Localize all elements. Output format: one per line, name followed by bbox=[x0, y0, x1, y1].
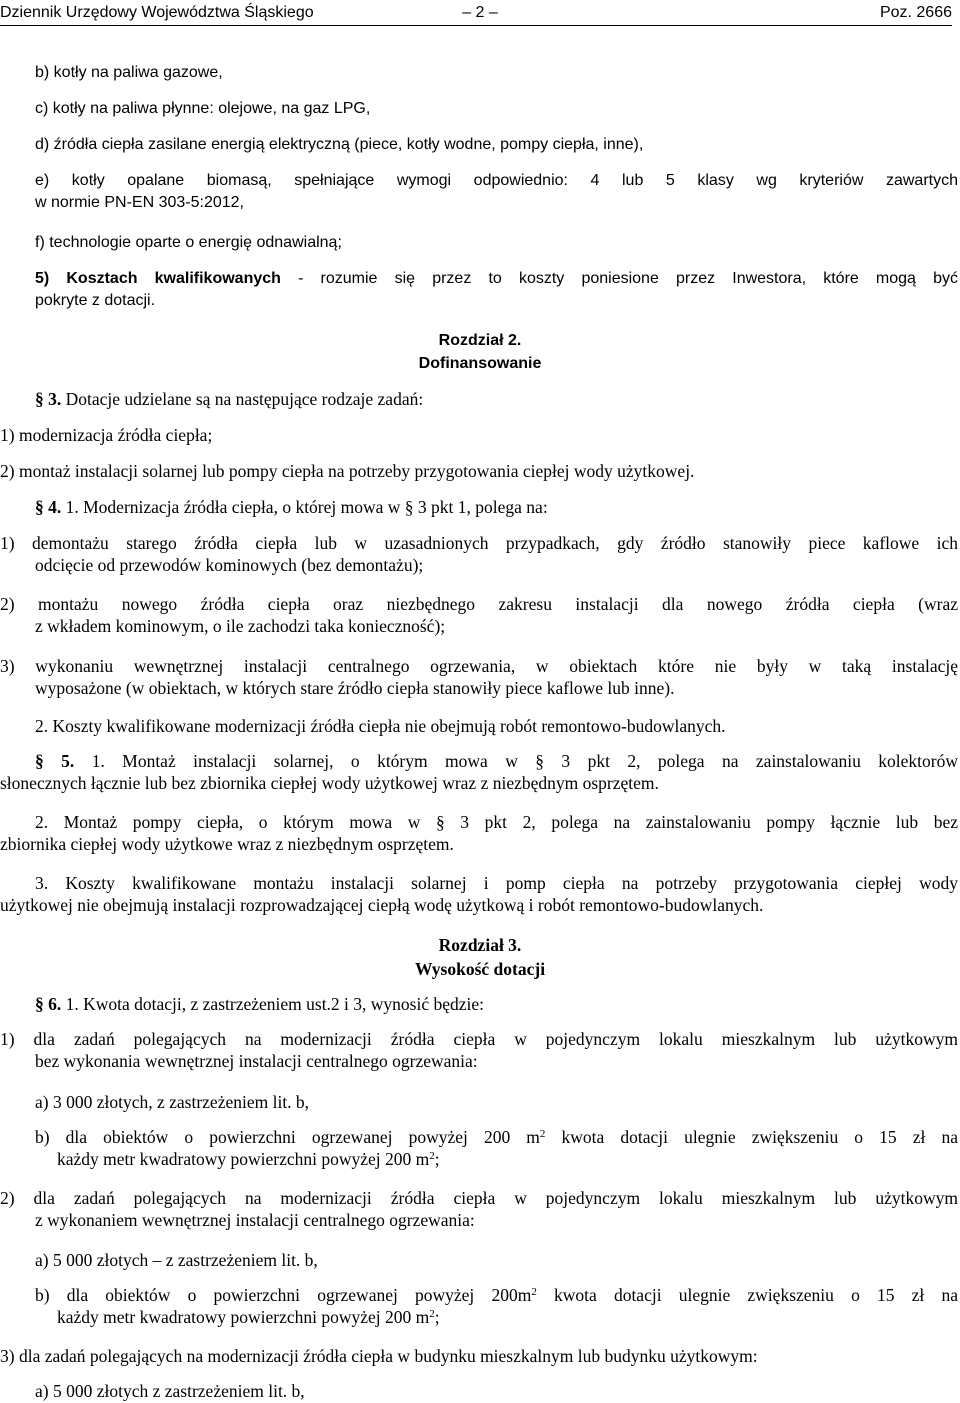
punctuation: ; bbox=[434, 1307, 440, 1327]
punctuation: ; bbox=[434, 1149, 440, 1169]
paragraph-5-section-2 bbox=[0, 811, 958, 855]
position-number: Poz. 2666 bbox=[879, 4, 952, 21]
paragraph-5-section-3-line2: użytkowej nie obejmują instalacji rozprowadzającej ciepłą wodę użytkową i robót remontowo-budowlanych. bbox=[0, 895, 764, 915]
paragraph-5-section-1-text: 1. Montaż instalacji solarnej, o którym mowa w § 3 pkt 2, polega na zainstalowaniu kolektorów bbox=[74, 751, 959, 771]
list-item-b: b) kotły na paliwa gazowe, bbox=[35, 64, 223, 81]
definition-5 bbox=[35, 268, 958, 312]
paragraph-5-section-1-line1 bbox=[0, 750, 958, 772]
list-item-e-line1: e) kotły opalane biomasą, spełniające wymogi odpowiednio: 4 lub 5 klasy wg kryteriów zawartych bbox=[35, 172, 958, 189]
paragraph-6-item-1-letter-b-line1 bbox=[35, 1126, 958, 1148]
paragraph-6-item-1-letter-b-line2 bbox=[35, 1148, 958, 1170]
paragraph-6 bbox=[35, 993, 960, 1015]
paragraph-3-text: Dotacje udzielane są na następujące rodzaje zadań: bbox=[61, 389, 424, 409]
paragraph-6-item-2-letter-b-line1 bbox=[35, 1284, 958, 1306]
page-header bbox=[0, 0, 960, 26]
superscript: 2 bbox=[531, 1286, 537, 1298]
chapter-3-title: Rozdział 3. bbox=[438, 935, 522, 955]
paragraph-6-item-2-line2: z wykonaniem wewnętrznej instalacji centralnego ogrzewania: bbox=[35, 1210, 475, 1230]
paragraph-4-number: § 4. bbox=[35, 497, 62, 517]
paragraph-4-item-3-line2: wyposażone (w obiektach, w których stare źródło ciepła stanowiły piece kaflowe lub inne). bbox=[35, 678, 675, 698]
paragraph-4-text: 1. Modernizacja źródła ciepła, o której mowa w § 3 pkt 1, polega na: bbox=[61, 497, 548, 517]
paragraph-4-item-3 bbox=[0, 655, 958, 699]
letter-b-text-cont: kwota dotacji ulegnie zwiększeniu o 15 zł na bbox=[536, 1285, 958, 1305]
definition-5-line1 bbox=[35, 268, 958, 290]
paragraph-4-item-2-line2: z wkładem kominowym, o ile zachodzi taka konieczność); bbox=[35, 616, 446, 636]
paragraph-6-item-1-line1: 1) dla zadań polegających na modernizacji źródła ciepła w pojedynczym lokalu mieszkalnym lub użytkowym bbox=[0, 1029, 958, 1049]
paragraph-4-item-1-line1: 1) demontażu starego źródła ciepła lub w uzasadnionych przypadkach, gdy źródło stanowiły piece kaflowe ich bbox=[0, 533, 958, 553]
paragraph-5-section-3-line1: 3. Koszty kwalifikowane montażu instalacji solarnej i pomp ciepła na potrzeby przygotowania ciepłej wody bbox=[35, 873, 958, 893]
superscript: 2 bbox=[539, 1128, 546, 1140]
paragraph-5-section-1 bbox=[0, 750, 958, 794]
paragraph-6-item-1 bbox=[0, 1028, 958, 1072]
paragraph-6-number: § 6. bbox=[35, 994, 62, 1014]
paragraph-5-section-2-line1: 2. Montaż pompy ciepła, o którym mowa w § 3 pkt 2, polega na zainstalowaniu pompy łącznie lub bez bbox=[35, 812, 958, 832]
superscript: 2 bbox=[429, 1150, 435, 1162]
letter-b-text: b) dla obiektów o powierzchni ogrzewanej powyżej 200 m bbox=[35, 1127, 540, 1147]
chapter-2-subtitle: Dofinansowanie bbox=[418, 355, 542, 372]
paragraph-6-item-2 bbox=[0, 1187, 958, 1231]
paragraph-6-item-1-letter-b bbox=[35, 1126, 958, 1170]
list-item-d: d) źródła ciepła zasilane energią elektryczną (piece, kotły wodne, pompy ciepła, inne), bbox=[35, 136, 644, 153]
paragraph-5-section-2-line2: zbiornika ciepłej wody użytkowe wraz z niezbędnym osprzętem. bbox=[0, 834, 454, 854]
superscript: 2 bbox=[429, 1308, 435, 1320]
paragraph-4-item-2 bbox=[0, 593, 958, 637]
letter-b-text-line2: każdy metr kwadratowy powierzchni powyżej 200 m bbox=[57, 1307, 430, 1327]
paragraph-3-number: § 3. bbox=[35, 389, 62, 409]
paragraph-5-section-1-line2: słonecznych łącznie lub bez zbiornika ciepłej wody użytkowej wraz z niezbędnym osprzętem. bbox=[0, 773, 659, 793]
letter-b-text: b) dla obiektów o powierzchni ogrzewanej powyżej 200m bbox=[35, 1285, 532, 1305]
paragraph-4-item-3-line1: 3) wykonaniu wewnętrznej instalacji centralnego ogrzewania, w obiektach które nie były w taką instalację bbox=[0, 656, 958, 676]
paragraph-6-item-1-line2: bez wykonania wewnętrznej instalacji centralnego ogrzewania: bbox=[35, 1051, 478, 1071]
chapter-2-title: Rozdział 2. bbox=[438, 332, 522, 349]
paragraph-4 bbox=[35, 496, 960, 518]
paragraph-6-item-3-letter-a: a) 5 000 złotych z zastrzeżeniem lit. b, bbox=[35, 1381, 305, 1401]
paragraph-6-item-2-letter-b-line2 bbox=[35, 1306, 958, 1328]
list-item-f: f) technologie oparte o energię odnawialną; bbox=[35, 234, 342, 251]
definition-5-term: 5) Kosztach kwalifikowanych bbox=[35, 270, 281, 287]
definition-5-text: - rozumie się przez to koszty poniesione przez Inwestora, które mogą być bbox=[280, 270, 959, 287]
paragraph-6-item-1-letter-a: a) 3 000 złotych, z zastrzeżeniem lit. b, bbox=[35, 1092, 310, 1112]
letter-b-text-line2: każdy metr kwadratowy powierzchni powyżej 200 m bbox=[57, 1149, 430, 1169]
list-item-c: c) kotły na paliwa płynne: olejowe, na gaz LPG, bbox=[35, 100, 371, 117]
paragraph-5-number: § 5. bbox=[35, 751, 75, 771]
list-item-e-line2: w normie PN-EN 303-5:2012, bbox=[35, 194, 244, 211]
page-number: – 2 – bbox=[462, 4, 498, 21]
paragraph-6-item-2-line1: 2) dla zadań polegających na modernizacji źródła ciepła w pojedynczym lokalu mieszkalnym lub użytkowym bbox=[0, 1188, 958, 1208]
chapter-3-subtitle: Wysokość dotacji bbox=[414, 959, 546, 979]
header-rule bbox=[0, 25, 952, 26]
paragraph-6-item-2-letter-a: a) 5 000 złotych – z zastrzeżeniem lit. b, bbox=[35, 1250, 318, 1270]
paragraph-3-item-1: 1) modernizacja źródła ciepła; bbox=[0, 425, 213, 445]
journal-title: Dziennik Urzędowy Województwa Śląskiego bbox=[0, 4, 314, 21]
paragraph-3-item-2: 2) montaż instalacji solarnej lub pompy ciepła na potrzeby przygotowania ciepłej wody użytkowej. bbox=[0, 461, 695, 481]
paragraph-3 bbox=[35, 388, 958, 410]
paragraph-4-item-1 bbox=[0, 532, 958, 576]
definition-5-line2: pokryte z dotacji. bbox=[35, 292, 156, 309]
paragraph-4-section-2: 2. Koszty kwalifikowane modernizacji źródła ciepła nie obejmują robót remontowo-budowlanych. bbox=[35, 716, 726, 736]
paragraph-6-item-2-letter-b bbox=[35, 1284, 958, 1328]
paragraph-4-item-2-line1: 2) montażu nowego źródła ciepła oraz niezbędnego zakresu instalacji dla nowego źródła ciepła (wraz bbox=[0, 594, 958, 614]
list-item-e bbox=[35, 170, 958, 214]
letter-b-text-cont: kwota dotacji ulegnie zwiększeniu o 15 zł na bbox=[545, 1127, 958, 1147]
paragraph-6-text: 1. Kwota dotacji, z zastrzeżeniem ust.2 i 3, wynosić będzie: bbox=[61, 994, 485, 1014]
paragraph-5-section-3 bbox=[0, 872, 958, 916]
paragraph-4-item-1-line2: odcięcie od przewodów kominowych (bez demontażu); bbox=[35, 555, 424, 575]
paragraph-6-item-3: 3) dla zadań polegających na modernizacji źródła ciepła w budynku mieszkalnym lub budynku użytkowym: bbox=[0, 1346, 758, 1366]
